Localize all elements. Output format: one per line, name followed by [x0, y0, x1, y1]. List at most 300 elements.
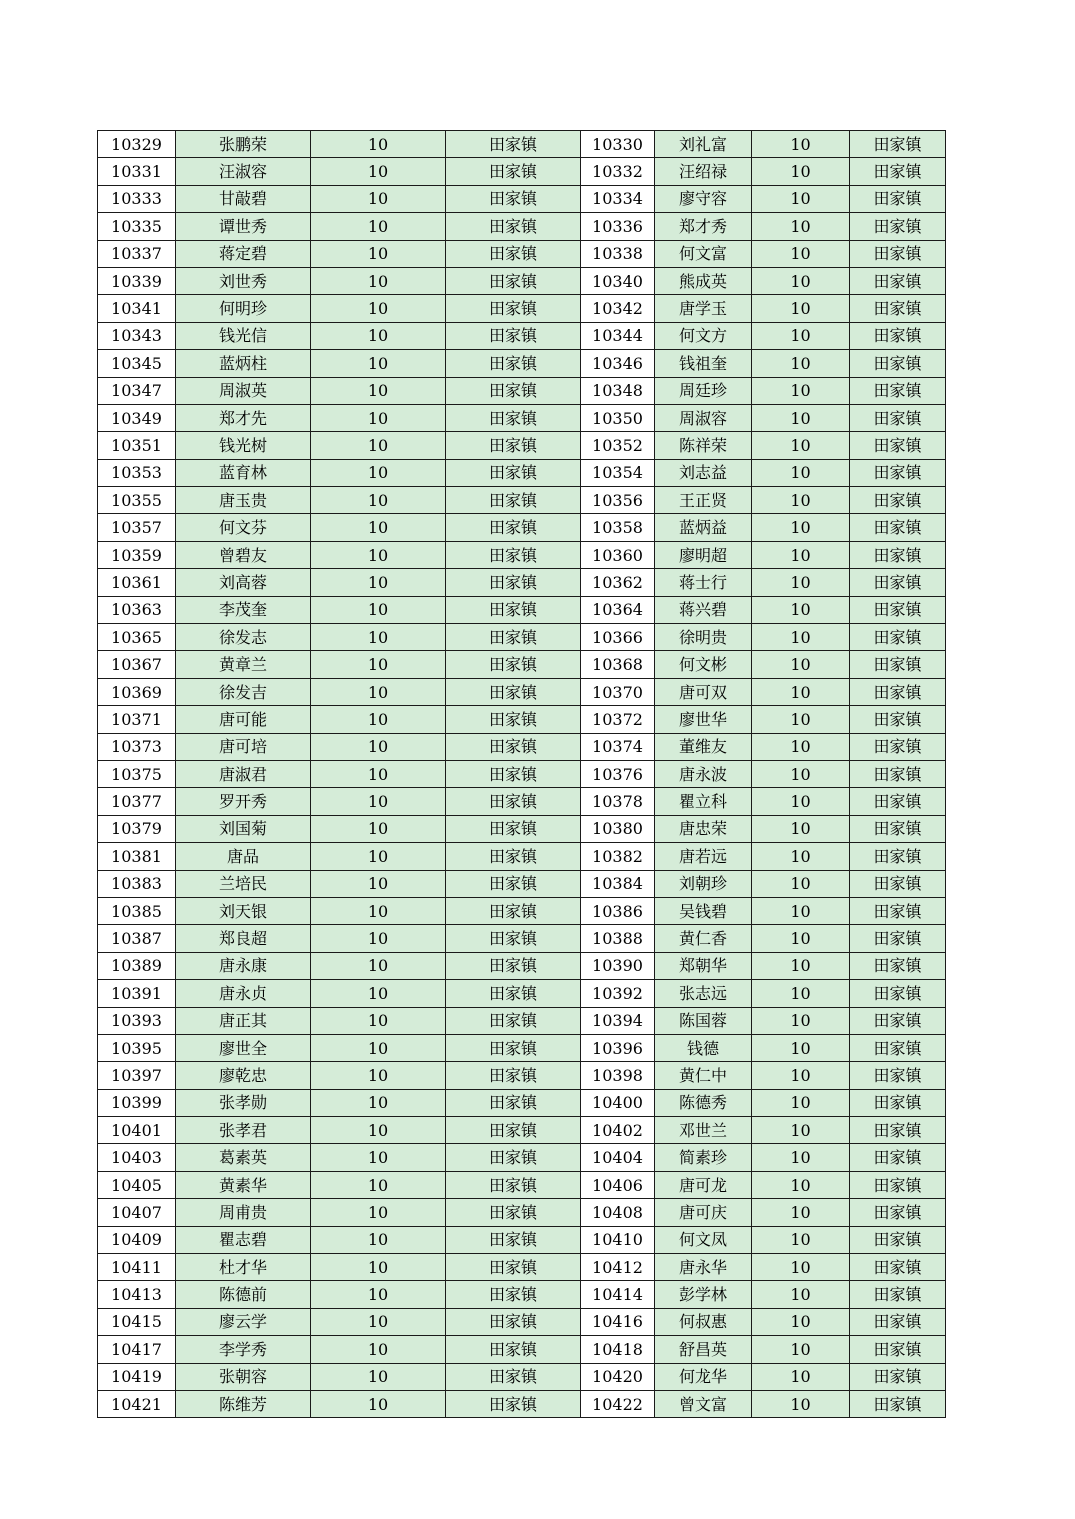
table-row — [98, 1089, 946, 1116]
cell-value: 10 — [752, 952, 850, 979]
cell-town: 田家镇 — [446, 377, 581, 404]
cell-town: 田家镇 — [850, 1281, 946, 1308]
cell-id: 10332 — [581, 158, 655, 185]
cell-id: 10337 — [98, 240, 176, 267]
cell-town: 田家镇 — [446, 843, 581, 870]
table-row — [98, 897, 946, 924]
cell-name: 谭世秀 — [176, 213, 311, 240]
cell-name: 唐忠荣 — [655, 815, 752, 842]
cell-id: 10415 — [98, 1308, 176, 1335]
cell-town: 田家镇 — [850, 459, 946, 486]
cell-town: 田家镇 — [446, 897, 581, 924]
cell-name: 唐永康 — [176, 952, 311, 979]
cell-name: 邓世兰 — [655, 1117, 752, 1144]
cell-value: 10 — [311, 897, 446, 924]
cell-name: 王正贤 — [655, 487, 752, 514]
cell-town: 田家镇 — [850, 1117, 946, 1144]
cell-town: 田家镇 — [850, 1363, 946, 1390]
cell-town: 田家镇 — [850, 788, 946, 815]
cell-id: 10416 — [581, 1308, 655, 1335]
cell-value: 10 — [311, 240, 446, 267]
table-row — [98, 1254, 946, 1281]
cell-id: 10362 — [581, 569, 655, 596]
cell-value: 10 — [311, 459, 446, 486]
cell-value: 10 — [311, 1034, 446, 1061]
cell-id: 10398 — [581, 1062, 655, 1089]
table-row — [98, 514, 946, 541]
cell-town: 田家镇 — [850, 1089, 946, 1116]
cell-value: 10 — [752, 1062, 850, 1089]
cell-town: 田家镇 — [850, 158, 946, 185]
cell-id: 10394 — [581, 1007, 655, 1034]
cell-town: 田家镇 — [850, 1336, 946, 1363]
cell-name: 廖明超 — [655, 541, 752, 568]
cell-name: 周淑英 — [176, 377, 311, 404]
cell-town: 田家镇 — [446, 158, 581, 185]
table-row — [98, 1390, 946, 1417]
cell-name: 郑朝华 — [655, 952, 752, 979]
cell-town: 田家镇 — [446, 1226, 581, 1253]
cell-name: 何叔惠 — [655, 1308, 752, 1335]
cell-value: 10 — [311, 487, 446, 514]
cell-id: 10422 — [581, 1390, 655, 1417]
cell-value: 10 — [311, 158, 446, 185]
cell-id: 10402 — [581, 1117, 655, 1144]
cell-value: 10 — [752, 1144, 850, 1171]
cell-name: 蓝炳柱 — [176, 350, 311, 377]
cell-town: 田家镇 — [446, 1199, 581, 1226]
cell-id: 10418 — [581, 1336, 655, 1363]
cell-value: 10 — [752, 925, 850, 952]
cell-id: 10388 — [581, 925, 655, 952]
table-row — [98, 1336, 946, 1363]
table-row — [98, 843, 946, 870]
cell-name: 廖守容 — [655, 185, 752, 212]
cell-name: 郑才先 — [176, 404, 311, 431]
cell-name: 瞿立科 — [655, 788, 752, 815]
cell-name: 唐若远 — [655, 843, 752, 870]
cell-name: 张孝勋 — [176, 1089, 311, 1116]
cell-name: 刘礼富 — [655, 131, 752, 158]
cell-town: 田家镇 — [850, 1171, 946, 1198]
cell-town: 田家镇 — [850, 185, 946, 212]
roster-table — [97, 130, 946, 1418]
cell-name: 廖世华 — [655, 706, 752, 733]
cell-value: 10 — [752, 213, 850, 240]
cell-id: 10367 — [98, 651, 176, 678]
cell-id: 10351 — [98, 432, 176, 459]
cell-id: 10393 — [98, 1007, 176, 1034]
cell-name: 刘朝珍 — [655, 870, 752, 897]
cell-name: 曾碧友 — [176, 541, 311, 568]
cell-name: 彭学林 — [655, 1281, 752, 1308]
cell-id: 10364 — [581, 596, 655, 623]
cell-value: 10 — [311, 1254, 446, 1281]
cell-value: 10 — [311, 733, 446, 760]
cell-id: 10343 — [98, 322, 176, 349]
cell-town: 田家镇 — [850, 1034, 946, 1061]
cell-town: 田家镇 — [446, 1254, 581, 1281]
cell-town: 田家镇 — [446, 514, 581, 541]
cell-id: 10329 — [98, 131, 176, 158]
cell-town: 田家镇 — [446, 1089, 581, 1116]
cell-name: 唐可培 — [176, 733, 311, 760]
table-row — [98, 487, 946, 514]
table-row — [98, 870, 946, 897]
cell-name: 兰培民 — [176, 870, 311, 897]
cell-value: 10 — [311, 980, 446, 1007]
table-row — [98, 459, 946, 486]
cell-value: 10 — [752, 377, 850, 404]
cell-town: 田家镇 — [446, 1336, 581, 1363]
cell-town: 田家镇 — [446, 487, 581, 514]
cell-value: 10 — [311, 569, 446, 596]
cell-name: 葛素英 — [176, 1144, 311, 1171]
cell-town: 田家镇 — [446, 322, 581, 349]
cell-id: 10409 — [98, 1226, 176, 1253]
cell-id: 10357 — [98, 514, 176, 541]
cell-town: 田家镇 — [850, 1062, 946, 1089]
cell-id: 10420 — [581, 1363, 655, 1390]
cell-id: 10376 — [581, 760, 655, 787]
cell-value: 10 — [752, 514, 850, 541]
cell-id: 10380 — [581, 815, 655, 842]
cell-id: 10353 — [98, 459, 176, 486]
cell-value: 10 — [311, 404, 446, 431]
cell-town: 田家镇 — [850, 541, 946, 568]
cell-town: 田家镇 — [850, 131, 946, 158]
table-row — [98, 1363, 946, 1390]
cell-town: 田家镇 — [850, 624, 946, 651]
cell-name: 蒋定碧 — [176, 240, 311, 267]
cell-id: 10421 — [98, 1390, 176, 1417]
cell-name: 黄素华 — [176, 1171, 311, 1198]
cell-name: 黄章兰 — [176, 651, 311, 678]
cell-name: 唐可龙 — [655, 1171, 752, 1198]
cell-name: 廖乾忠 — [176, 1062, 311, 1089]
cell-id: 10346 — [581, 350, 655, 377]
cell-name: 徐发志 — [176, 624, 311, 651]
cell-name: 熊成英 — [655, 267, 752, 294]
cell-id: 10378 — [581, 788, 655, 815]
cell-name: 唐学玉 — [655, 295, 752, 322]
cell-town: 田家镇 — [446, 541, 581, 568]
table-row — [98, 432, 946, 459]
cell-value: 10 — [311, 432, 446, 459]
cell-town: 田家镇 — [850, 980, 946, 1007]
cell-town: 田家镇 — [850, 1390, 946, 1417]
cell-id: 10386 — [581, 897, 655, 924]
cell-value: 10 — [752, 432, 850, 459]
cell-town: 田家镇 — [446, 1363, 581, 1390]
cell-id: 10382 — [581, 843, 655, 870]
cell-id: 10348 — [581, 377, 655, 404]
cell-value: 10 — [752, 1199, 850, 1226]
cell-town: 田家镇 — [850, 1308, 946, 1335]
cell-town: 田家镇 — [850, 706, 946, 733]
cell-id: 10374 — [581, 733, 655, 760]
cell-town: 田家镇 — [850, 925, 946, 952]
cell-town: 田家镇 — [850, 213, 946, 240]
cell-name: 徐明贵 — [655, 624, 752, 651]
cell-value: 10 — [311, 788, 446, 815]
cell-value: 10 — [311, 1308, 446, 1335]
cell-id: 10339 — [98, 267, 176, 294]
cell-town: 田家镇 — [850, 870, 946, 897]
cell-name: 徐发吉 — [176, 678, 311, 705]
cell-id: 10359 — [98, 541, 176, 568]
cell-value: 10 — [311, 1117, 446, 1144]
cell-value: 10 — [311, 1226, 446, 1253]
cell-id: 10405 — [98, 1171, 176, 1198]
cell-value: 10 — [311, 350, 446, 377]
cell-town: 田家镇 — [446, 240, 581, 267]
cell-name: 陈德前 — [176, 1281, 311, 1308]
cell-town: 田家镇 — [446, 213, 581, 240]
cell-id: 10392 — [581, 980, 655, 1007]
cell-id: 10379 — [98, 815, 176, 842]
cell-value: 10 — [752, 404, 850, 431]
cell-id: 10400 — [581, 1089, 655, 1116]
cell-id: 10354 — [581, 459, 655, 486]
cell-town: 田家镇 — [446, 1062, 581, 1089]
cell-town: 田家镇 — [446, 1144, 581, 1171]
cell-town: 田家镇 — [446, 432, 581, 459]
cell-value: 10 — [752, 1089, 850, 1116]
cell-name: 张鹏荣 — [176, 131, 311, 158]
cell-town: 田家镇 — [446, 788, 581, 815]
cell-value: 10 — [311, 706, 446, 733]
cell-town: 田家镇 — [850, 514, 946, 541]
table-row — [98, 624, 946, 651]
cell-town: 田家镇 — [446, 952, 581, 979]
cell-id: 10383 — [98, 870, 176, 897]
cell-name: 曾文富 — [655, 1390, 752, 1417]
cell-name: 何文彬 — [655, 651, 752, 678]
cell-value: 10 — [752, 1226, 850, 1253]
table-row — [98, 158, 946, 185]
cell-id: 10330 — [581, 131, 655, 158]
cell-value: 10 — [311, 1007, 446, 1034]
cell-town: 田家镇 — [446, 267, 581, 294]
cell-value: 10 — [311, 213, 446, 240]
cell-name: 唐品 — [176, 843, 311, 870]
cell-name: 汪淑容 — [176, 158, 311, 185]
cell-value: 10 — [311, 1363, 446, 1390]
cell-value: 10 — [311, 295, 446, 322]
table-row — [98, 1226, 946, 1253]
cell-name: 何明珍 — [176, 295, 311, 322]
cell-town: 田家镇 — [850, 760, 946, 787]
table-row — [98, 131, 946, 158]
cell-name: 唐玉贵 — [176, 487, 311, 514]
cell-name: 钱光信 — [176, 322, 311, 349]
cell-town: 田家镇 — [446, 569, 581, 596]
cell-value: 10 — [311, 131, 446, 158]
cell-town: 田家镇 — [850, 952, 946, 979]
cell-name: 何龙华 — [655, 1363, 752, 1390]
table-row — [98, 185, 946, 212]
cell-value: 10 — [752, 1254, 850, 1281]
cell-id: 10344 — [581, 322, 655, 349]
cell-id: 10396 — [581, 1034, 655, 1061]
cell-id: 10352 — [581, 432, 655, 459]
cell-name: 何文凤 — [655, 1226, 752, 1253]
cell-town: 田家镇 — [446, 1007, 581, 1034]
cell-name: 刘国菊 — [176, 815, 311, 842]
cell-value: 10 — [752, 1034, 850, 1061]
cell-town: 田家镇 — [446, 350, 581, 377]
table-row — [98, 1144, 946, 1171]
cell-value: 10 — [311, 925, 446, 952]
cell-id: 10375 — [98, 760, 176, 787]
cell-town: 田家镇 — [446, 1117, 581, 1144]
cell-name: 张孝君 — [176, 1117, 311, 1144]
table-row — [98, 1199, 946, 1226]
cell-town: 田家镇 — [446, 815, 581, 842]
cell-town: 田家镇 — [446, 733, 581, 760]
cell-name: 唐可庆 — [655, 1199, 752, 1226]
cell-id: 10356 — [581, 487, 655, 514]
table-row — [98, 760, 946, 787]
cell-id: 10369 — [98, 678, 176, 705]
cell-town: 田家镇 — [446, 870, 581, 897]
cell-name: 蒋士行 — [655, 569, 752, 596]
cell-town: 田家镇 — [446, 706, 581, 733]
table-row — [98, 213, 946, 240]
cell-name: 罗开秀 — [176, 788, 311, 815]
cell-town: 田家镇 — [850, 596, 946, 623]
cell-name: 刘志益 — [655, 459, 752, 486]
cell-value: 10 — [752, 733, 850, 760]
cell-value: 10 — [311, 1390, 446, 1417]
cell-town: 田家镇 — [850, 815, 946, 842]
cell-name: 何文方 — [655, 322, 752, 349]
cell-id: 10345 — [98, 350, 176, 377]
cell-id: 10391 — [98, 980, 176, 1007]
cell-value: 10 — [752, 1308, 850, 1335]
cell-value: 10 — [752, 185, 850, 212]
cell-value: 10 — [311, 377, 446, 404]
cell-id: 10334 — [581, 185, 655, 212]
cell-name: 黄仁香 — [655, 925, 752, 952]
cell-id: 10381 — [98, 843, 176, 870]
cell-value: 10 — [752, 131, 850, 158]
cell-id: 10333 — [98, 185, 176, 212]
cell-town: 田家镇 — [446, 1281, 581, 1308]
table-row — [98, 569, 946, 596]
cell-name: 汪绍禄 — [655, 158, 752, 185]
cell-town: 田家镇 — [850, 1199, 946, 1226]
cell-town: 田家镇 — [850, 267, 946, 294]
cell-id: 10408 — [581, 1199, 655, 1226]
cell-id: 10377 — [98, 788, 176, 815]
cell-id: 10401 — [98, 1117, 176, 1144]
cell-town: 田家镇 — [446, 131, 581, 158]
cell-value: 10 — [311, 952, 446, 979]
cell-id: 10363 — [98, 596, 176, 623]
cell-value: 10 — [311, 514, 446, 541]
cell-value: 10 — [752, 267, 850, 294]
cell-town: 田家镇 — [446, 1171, 581, 1198]
cell-value: 10 — [752, 678, 850, 705]
cell-id: 10390 — [581, 952, 655, 979]
cell-id: 10413 — [98, 1281, 176, 1308]
cell-name: 陈德秀 — [655, 1089, 752, 1116]
cell-town: 田家镇 — [446, 1308, 581, 1335]
cell-value: 10 — [311, 624, 446, 651]
cell-value: 10 — [311, 651, 446, 678]
cell-name: 唐可双 — [655, 678, 752, 705]
table-row — [98, 1062, 946, 1089]
table-row — [98, 240, 946, 267]
cell-id: 10368 — [581, 651, 655, 678]
cell-name: 郑良超 — [176, 925, 311, 952]
cell-name: 唐永波 — [655, 760, 752, 787]
cell-town: 田家镇 — [446, 404, 581, 431]
cell-id: 10347 — [98, 377, 176, 404]
cell-name: 张志远 — [655, 980, 752, 1007]
cell-id: 10336 — [581, 213, 655, 240]
cell-value: 10 — [311, 322, 446, 349]
cell-id: 10399 — [98, 1089, 176, 1116]
cell-id: 10417 — [98, 1336, 176, 1363]
cell-value: 10 — [752, 760, 850, 787]
cell-id: 10389 — [98, 952, 176, 979]
cell-value: 10 — [752, 1281, 850, 1308]
cell-id: 10403 — [98, 1144, 176, 1171]
cell-id: 10406 — [581, 1171, 655, 1198]
cell-value: 10 — [752, 706, 850, 733]
cell-id: 10407 — [98, 1199, 176, 1226]
table-row — [98, 678, 946, 705]
cell-name: 刘高蓉 — [176, 569, 311, 596]
cell-id: 10331 — [98, 158, 176, 185]
cell-town: 田家镇 — [446, 678, 581, 705]
table-row — [98, 541, 946, 568]
cell-id: 10395 — [98, 1034, 176, 1061]
cell-name: 舒昌英 — [655, 1336, 752, 1363]
cell-value: 10 — [311, 1199, 446, 1226]
cell-id: 10419 — [98, 1363, 176, 1390]
cell-value: 10 — [311, 870, 446, 897]
cell-value: 10 — [752, 1363, 850, 1390]
cell-id: 10373 — [98, 733, 176, 760]
cell-name: 唐永华 — [655, 1254, 752, 1281]
table-body — [98, 131, 946, 1418]
cell-id: 10414 — [581, 1281, 655, 1308]
cell-id: 10410 — [581, 1226, 655, 1253]
cell-name: 陈维芳 — [176, 1390, 311, 1417]
cell-id: 10384 — [581, 870, 655, 897]
cell-name: 廖云学 — [176, 1308, 311, 1335]
cell-value: 10 — [752, 843, 850, 870]
table-row — [98, 1034, 946, 1061]
cell-town: 田家镇 — [850, 295, 946, 322]
cell-town: 田家镇 — [446, 980, 581, 1007]
cell-name: 瞿志碧 — [176, 1226, 311, 1253]
cell-town: 田家镇 — [850, 678, 946, 705]
cell-id: 10338 — [581, 240, 655, 267]
cell-id: 10355 — [98, 487, 176, 514]
cell-name: 钱德 — [655, 1034, 752, 1061]
cell-name: 何文芬 — [176, 514, 311, 541]
cell-value: 10 — [752, 870, 850, 897]
table-row — [98, 596, 946, 623]
cell-name: 唐永贞 — [176, 980, 311, 1007]
cell-id: 10365 — [98, 624, 176, 651]
cell-value: 10 — [752, 1390, 850, 1417]
